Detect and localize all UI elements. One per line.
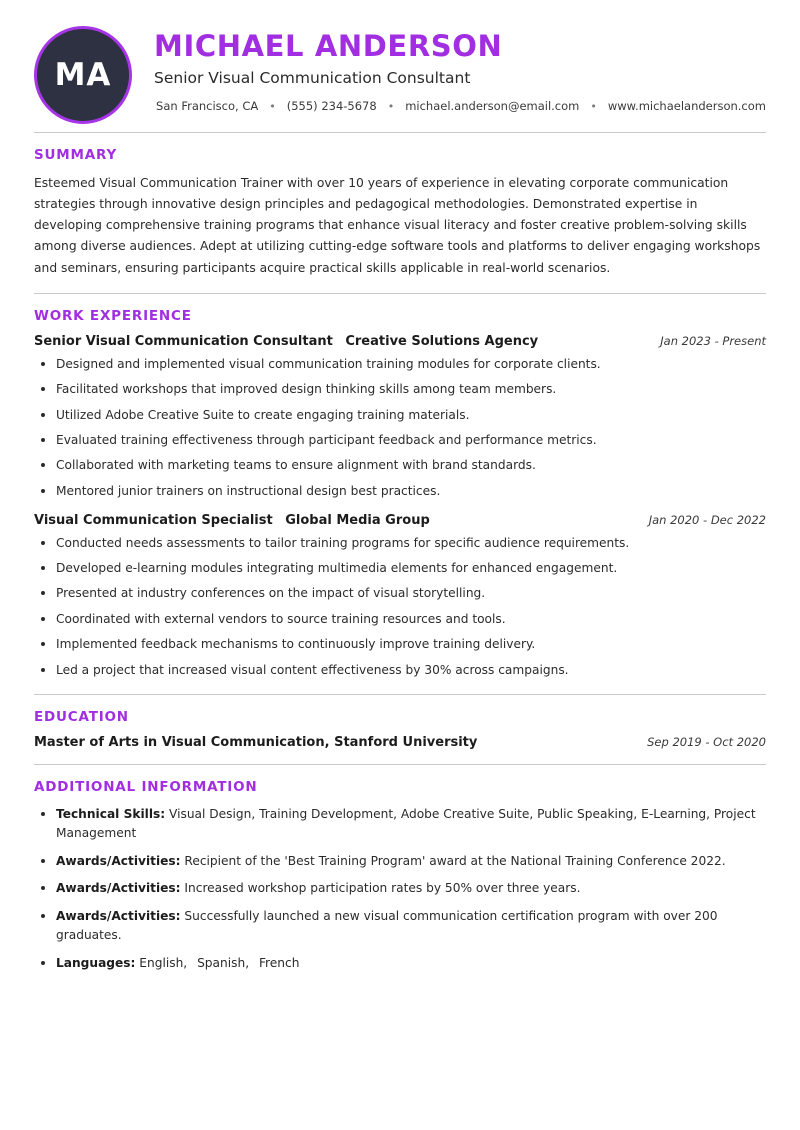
contact-row bbox=[154, 99, 766, 113]
job-heading bbox=[34, 334, 538, 349]
languages-label: Languages: bbox=[56, 955, 136, 970]
additional-item-value: Successfully launched a new visual communication certification program with over 200 graduates. bbox=[56, 908, 718, 943]
job-bullet: Conducted needs assessments to tailor training programs for specific audience requirements. bbox=[34, 534, 766, 553]
resume-header bbox=[34, 24, 766, 133]
job-bullet: Utilized Adobe Creative Suite to create engaging training materials. bbox=[34, 406, 766, 425]
additional-item bbox=[34, 879, 766, 899]
job-bullet: Collaborated with marketing teams to ensure alignment with brand standards. bbox=[34, 456, 766, 475]
job-bullet: Mentored junior trainers on instructional design best practices. bbox=[34, 482, 766, 501]
additional-item bbox=[34, 805, 766, 844]
section-education bbox=[34, 695, 766, 750]
contact-separator: • bbox=[269, 99, 276, 113]
job-bullet: Developed e-learning modules integrating multimedia elements for enhanced engagement. bbox=[34, 559, 766, 578]
job-role: Visual Communication Specialist bbox=[34, 512, 273, 528]
language-value: French bbox=[258, 955, 300, 970]
job-bullet: Coordinated with external vendors to source training resources and tools. bbox=[34, 610, 766, 629]
section-title-summary: SUMMARY bbox=[34, 147, 118, 163]
job-heading bbox=[34, 513, 430, 528]
job-dates: Jan 2023 - Present bbox=[660, 333, 766, 348]
job-bullet: Facilitated workshops that improved design thinking skills among team members. bbox=[34, 380, 766, 399]
candidate-name: MICHAEL ANDERSON bbox=[154, 29, 503, 63]
additional-item-value: Recipient of the 'Best Training Program' award at the National Training Conference 2022. bbox=[184, 853, 726, 868]
language-value: Spanish, bbox=[197, 955, 250, 970]
language-value: English, bbox=[139, 955, 188, 970]
job-bullet: Presented at industry conferences on the impact of visual storytelling. bbox=[34, 584, 766, 603]
job-bullet: Implemented feedback mechanisms to continuously improve training delivery. bbox=[34, 635, 766, 654]
job-entry bbox=[34, 513, 766, 680]
section-summary bbox=[34, 133, 766, 279]
additional-list bbox=[34, 805, 766, 974]
additional-item-label: Technical Skills: bbox=[56, 806, 166, 821]
job-bullets bbox=[34, 355, 766, 501]
contact-phone[interactable]: (555) 234-5678 bbox=[286, 99, 377, 114]
additional-item-label: Awards/Activities: bbox=[56, 881, 181, 896]
job-bullet: Evaluated training effectiveness through participant feedback and performance metrics. bbox=[34, 431, 766, 450]
section-additional-information bbox=[34, 765, 766, 974]
candidate-job-title: Senior Visual Communication Consultant bbox=[154, 69, 471, 88]
avatar-initials: MA bbox=[54, 57, 112, 93]
header-text-block bbox=[132, 24, 766, 113]
job-bullet: Led a project that increased visual content effectiveness by 30% across campaigns. bbox=[34, 661, 766, 680]
job-bullet: Designed and implemented visual communication training modules for corporate clients. bbox=[34, 355, 766, 374]
section-title-education: EDUCATION bbox=[34, 708, 129, 725]
additional-item-value: Visual Design, Training Development, Adobe Creative Suite, Public Speaking, E-Learning, Project Management bbox=[56, 806, 756, 841]
contact-separator: • bbox=[387, 99, 395, 113]
job-header bbox=[34, 513, 766, 528]
education-degree: Master of Arts in Visual Communication, Stanford University bbox=[34, 734, 478, 750]
section-title-work-experience: WORK EXPERIENCE bbox=[34, 307, 192, 324]
job-company: Creative Solutions Agency bbox=[345, 333, 539, 349]
contact-location: San Francisco, CA bbox=[156, 99, 259, 114]
avatar bbox=[34, 26, 132, 124]
additional-item bbox=[34, 907, 766, 946]
job-company: Global Media Group bbox=[285, 512, 430, 528]
additional-item-label: Awards/Activities: bbox=[56, 853, 181, 868]
job-header bbox=[34, 334, 766, 349]
job-dates: Jan 2020 - Dec 2022 bbox=[648, 512, 766, 527]
contact-separator: • bbox=[590, 99, 597, 113]
job-entry bbox=[34, 334, 766, 501]
contact-email[interactable]: michael.anderson@email.com bbox=[405, 99, 580, 114]
additional-item bbox=[34, 852, 766, 872]
job-bullets bbox=[34, 534, 766, 680]
job-role: Senior Visual Communication Consultant bbox=[34, 333, 333, 349]
languages-item bbox=[34, 954, 766, 974]
summary-text: Esteemed Visual Communication Trainer with over 10 years of experience in elevating corporate communication strategies through innovative design principles and pedagogical methodologies. Demonstrated expertise in developing comprehensive training programs that enhance visual literacy and foster creative problem-solving skills among diverse audiences. Adept at utilizing cutting-edge software tools and platforms to deliver engaging workshops and seminars, ensuring participants acquire practical skills applicable in real-world scenarios. bbox=[34, 176, 761, 275]
education-entry bbox=[34, 735, 766, 750]
section-title-additional-information: ADDITIONAL INFORMATION bbox=[34, 778, 258, 795]
contact-website[interactable]: www.michaelanderson.com bbox=[607, 99, 766, 114]
additional-item-value: Increased workshop participation rates by 50% over three years. bbox=[184, 881, 581, 896]
education-dates: Sep 2019 - Oct 2020 bbox=[647, 734, 766, 749]
section-work-experience bbox=[34, 294, 766, 680]
additional-item-label: Awards/Activities: bbox=[56, 908, 181, 923]
